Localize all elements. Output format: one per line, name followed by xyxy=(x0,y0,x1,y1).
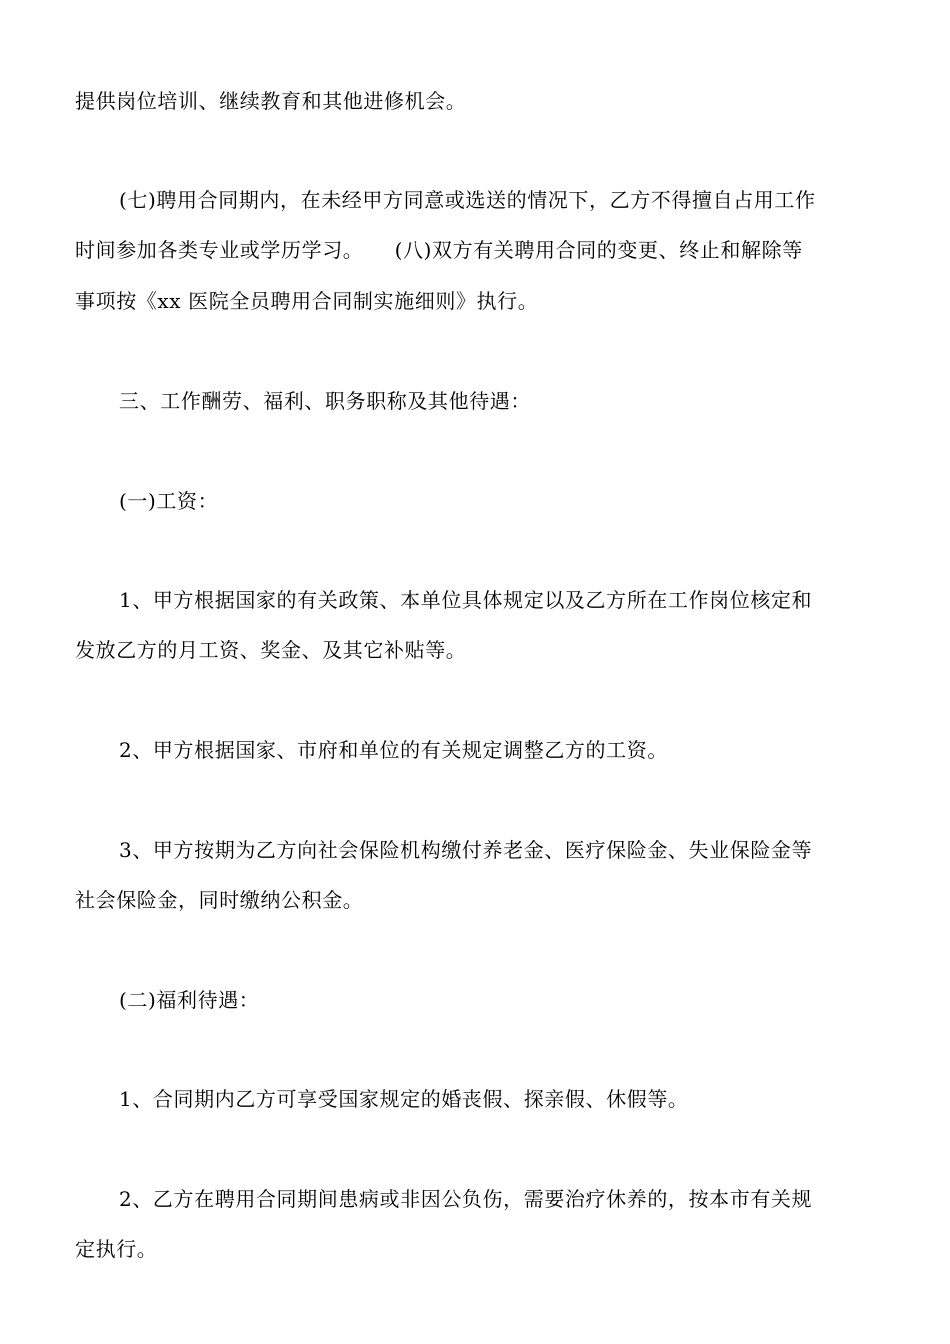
subsection-welfare-heading: (二)福利待遇： xyxy=(119,988,260,1012)
wages-item-1-line: 1、甲方根据国家的有关政策、本单位具体规定以及乙方所在工作岗位核定和 xyxy=(119,588,813,612)
clause-7-line: (七)聘用合同期内，在未经甲方同意或选送的情况下，乙方不得擅自占用工作 xyxy=(119,188,816,212)
welfare-item-2-line-2: 定执行。 xyxy=(75,1237,158,1261)
wages-item-2-line: 2、甲方根据国家、市府和单位的有关规定调整乙方的工资。 xyxy=(119,738,668,762)
wages-item-1-line-2: 发放乙方的月工资、奖金、及其它补贴等。 xyxy=(75,638,467,662)
wages-item-3-line: 3、甲方按期为乙方向社会保险机构缴付养老金、医疗保险金、失业保险金等 xyxy=(119,838,813,862)
paragraph-line: 提供岗位培训、继续教育和其他进修机会。 xyxy=(75,89,467,113)
clause-7-8-line: 时间参加各类专业或学历学习。 (八)双方有关聘用合同的变更、终止和解除等 xyxy=(75,238,803,262)
clause-8-line: 事项按《xx 医院全员聘用合同制实施细则》执行。 xyxy=(75,289,539,313)
section-3-heading: 三、工作酬劳、福利、职务职称及其他待遇： xyxy=(119,389,531,413)
welfare-item-2-line: 2、乙方在聘用合同期间患病或非因公负伤，需要治疗休养的，按本市有关规 xyxy=(119,1187,813,1211)
wages-item-3-line-2: 社会保险金，同时缴纳公积金。 xyxy=(75,888,364,912)
subsection-wages-heading: (一)工资： xyxy=(119,489,219,513)
welfare-item-1-line: 1、合同期内乙方可享受国家规定的婚丧假、探亲假、休假等。 xyxy=(119,1087,689,1111)
